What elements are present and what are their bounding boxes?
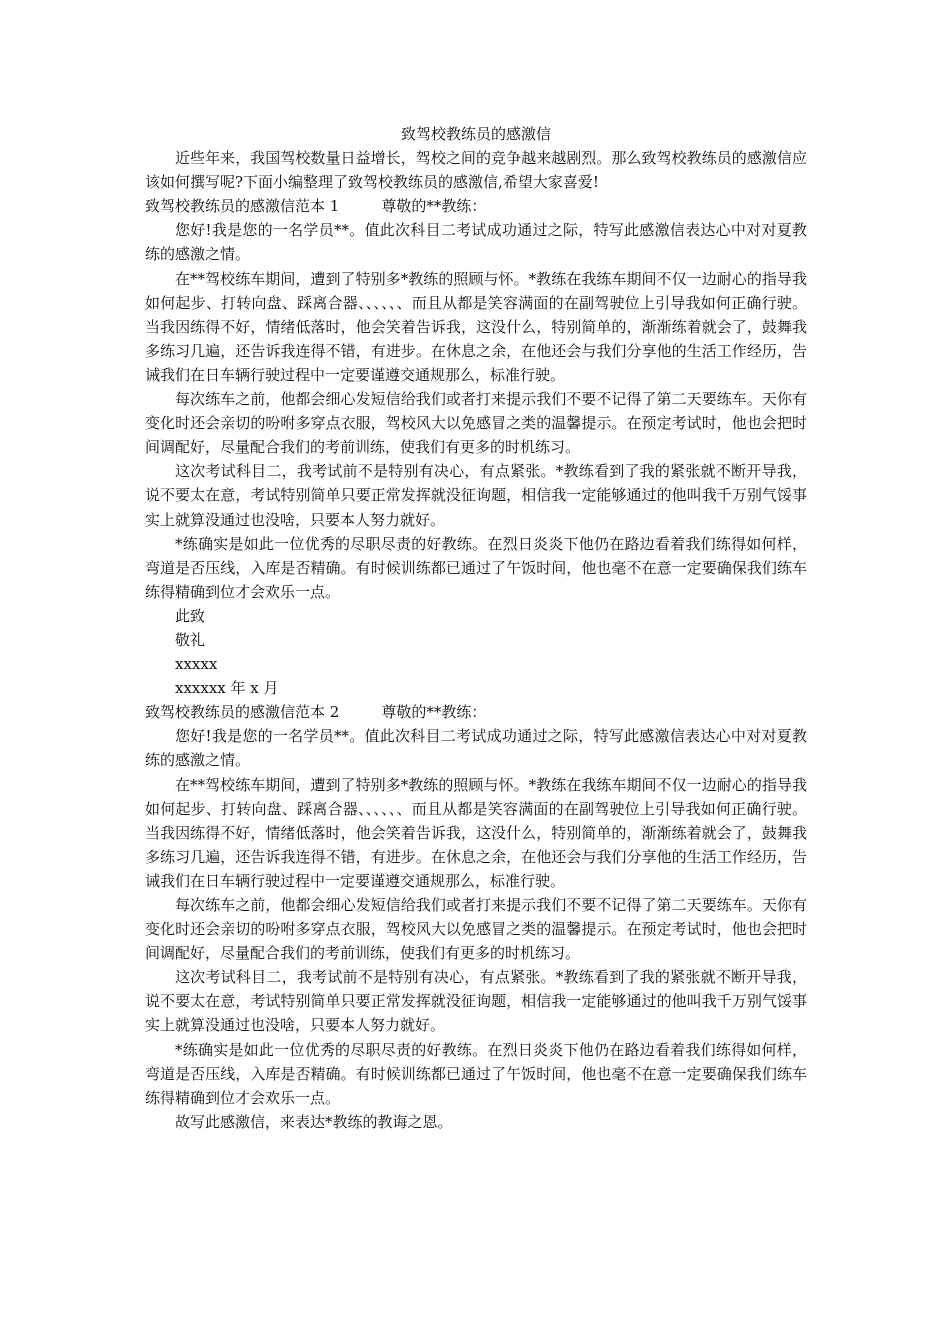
sample-2-heading: 致驾校教练员的感激信范本 2: [145, 703, 340, 722]
sample-1-paragraph: 在**驾校练车期间，遭到了特别多*教练的照顾与怀。*教练在我练车期间不仅一边耐心的指导我如何起步、打转向盘、踩离合器、、、、、、而且从都是笑容满面的在副驾驶位上引导我如何正确行驶。当我因练得不好，情绪低落时，他会笑着告诉我，这没什么，特别简单的，渐渐练着就会了，鼓舞我多练习几遍，还告诉我连得不错，有进步。在休息之余，在他还会与我们分享他的生活工作经历，告诫我们在日车辆行驶过程中一定要谨遵交通规那么，标准行驶。: [145, 269, 807, 384]
sample-2-paragraph: 故写此感激信，来表达*教练的教诲之恩。: [175, 1112, 453, 1131]
sample-2-salutation: 尊敬的**教练：: [381, 703, 487, 722]
sample-2-paragraph: *练确实是如此一位优秀的尽职尽责的好教练。在烈日炎炎下他仍在路边看着我们练得如何样，弯道是否压线，入库是否精确。有时候训练都已通过了午饭时间，他也毫不在意一定要确保我们练车练得精确到位才会欢乐一点。: [145, 1040, 807, 1107]
sample-1-paragraph: 这次考试科目二，我考试前不是特别有决心，有点紧张。*教练看到了我的紧张就不断开导我，说不要太在意，考试特别简单只要正常发挥就没征询题，相信我一定能够通过的他叫我千万别气馁事实上就算没通过也没啥，只要本人努力就好。: [145, 462, 807, 529]
sample-2-paragraph: 这次考试科目二，我考试前不是特别有决心，有点紧张。*教练看到了我的紧张就不断开导我，说不要太在意，考试特别简单只要正常发挥就没征询题，相信我一定能够通过的他叫我千万别气馁事实上就算没通过也没啥，只要本人努力就好。: [145, 968, 807, 1035]
sample-1-paragraph: 每次练车之前，他都会细心发短信给我们或者打来提示我们不要不记得了第二天要练车。天你有变化时还会亲切的吩咐多穿点衣服，驾校风大以免感冒之类的温馨提示。在预定考试时，他也会把时间调配好，尽量配合我们的考前训练，使我们有更多的时机练习。: [145, 390, 807, 457]
sample-2-heading-line: [145, 700, 807, 724]
document-title: 致驾校教练员的感激信: [400, 125, 551, 143]
sample-1-paragraph: *练确实是如此一位优秀的尽职尽责的好教练。在烈日炎炎下他仍在路边看着我们练得如何样，弯道是否压线，入库是否精确。有时候训练都已通过了午饭时间，他也毫不在意一定要确保我们练车练得精确到位才会欢乐一点。: [145, 534, 807, 601]
closing-line-1: 此致: [175, 606, 206, 625]
document-page: [145, 122, 807, 1134]
sample-2-paragraph: 您好!我是您的一名学员**。值此次科目二考试成功通过之际，特写此感激信表达心中对对夏教练的感激之情。: [145, 727, 807, 770]
signature: xxxxx: [175, 655, 218, 674]
sample-2-paragraph: 每次练车之前，他都会细心发短信给我们或者打来提示我们不要不记得了第二天要练车。天你有变化时还会亲切的吩咐多穿点衣服，驾校风大以免感冒之类的温馨提示。在预定考试时，他也会把时间调配好，尽量配合我们的考前训练，使我们有更多的时机练习。: [145, 896, 807, 963]
sample-1-heading: 致驾校教练员的感激信范本 1: [145, 197, 340, 216]
sample-1-heading-line: [145, 194, 807, 218]
signature-date: xxxxxx 年 x 月: [175, 679, 279, 698]
intro-paragraph: 近些年来，我国驾校数量日益增长，驾校之间的竞争越来越剧烈。那么致驾校教练员的感激信应该如何撰写呢?下面小编整理了致驾校教练员的感激信,希望大家喜爱!: [145, 149, 807, 192]
sample-1-salutation: 尊敬的**教练：: [381, 197, 487, 216]
sample-1-paragraph: 您好!我是您的一名学员**。值此次科目二考试成功通过之际，特写此感激信表达心中对对夏教练的感激之情。: [145, 221, 807, 264]
closing-line-2: 敬礼: [175, 630, 206, 649]
sample-2-paragraph: 在**驾校练车期间，遭到了特别多*教练的照顾与怀。*教练在我练车期间不仅一边耐心的指导我如何起步、打转向盘、踩离合器、、、、、、而且从都是笑容满面的在副驾驶位上引导我如何正确行驶。当我因练得不好，情绪低落时，他会笑着告诉我，这没什么，特别简单的，渐渐练着就会了，鼓舞我多练习几遍，还告诉我连得不错，有进步。在休息之余，在他还会与我们分享他的生活工作经历，告诫我们在日车辆行驶过程中一定要谨遵交通规那么，标准行驶。: [145, 775, 807, 890]
